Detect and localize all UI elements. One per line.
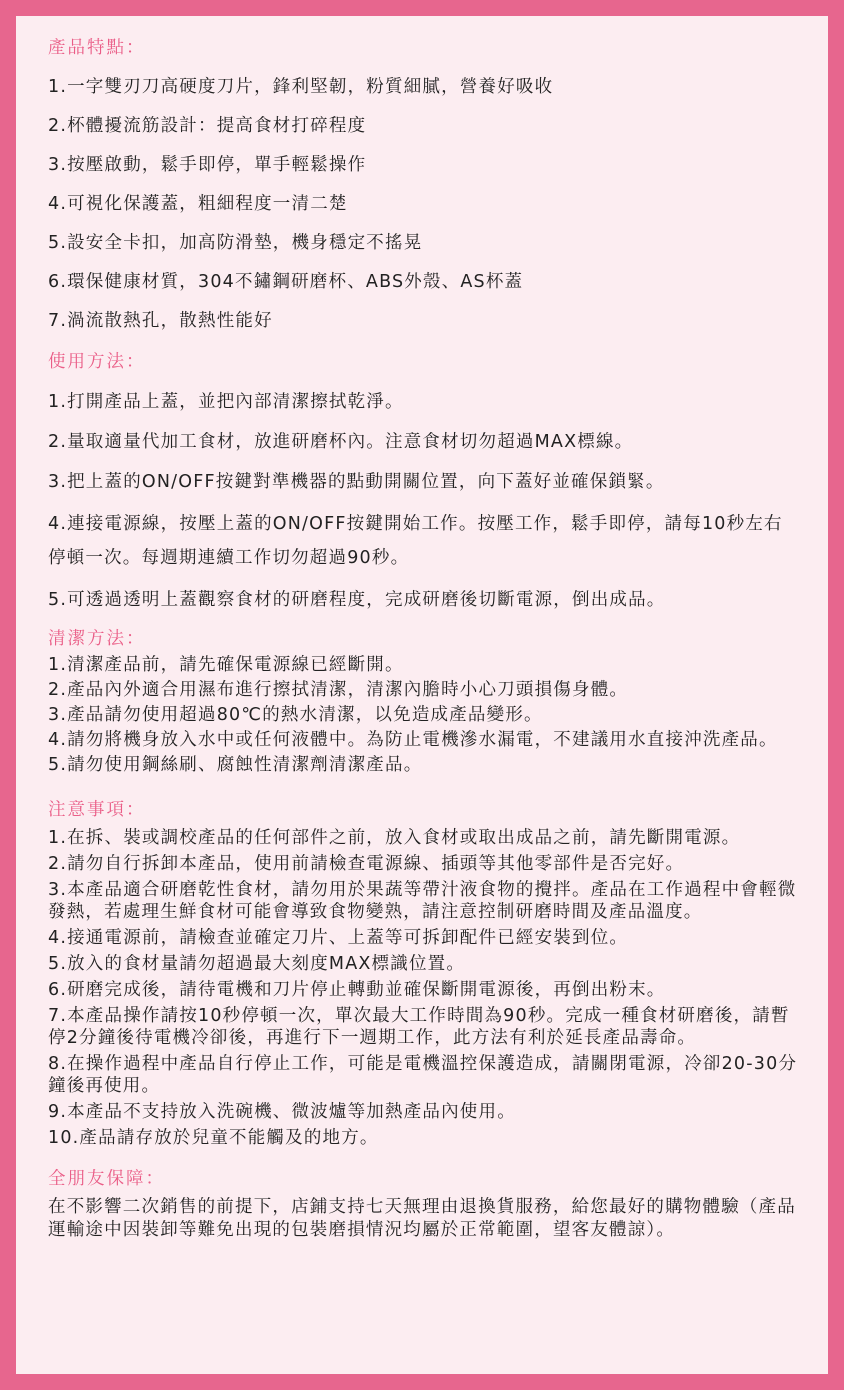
- notes-item: 9.本產品不支持放入洗碗機、微波爐等加熱產品內使用。: [48, 1102, 516, 1122]
- cleaning-item: 4.請勿將機身放入水中或任何液體中。為防止電機滲水漏電，不建議用水直接沖洗產品。: [48, 730, 778, 750]
- guarantee-heading: 全朋友保障：: [48, 1169, 165, 1189]
- usage-section: [48, 348, 798, 615]
- cleaning-heading: 清潔方法：: [48, 629, 146, 649]
- notes-item: 3.本產品適合研磨乾性食材，請勿用於果蔬等帶汁液食物的攪拌。產品在工作過程中會輕微發熱，若處理生鮮食材可能會導致食物變熟，請注意控制研磨時間及產品溫度。: [48, 880, 797, 922]
- notes-item: 5.放入的食材量請勿超過最大刻度MAX標識位置。: [48, 954, 466, 974]
- features-item: 1.一字雙刃刀高硬度刀片，鋒利堅韌，粉質細膩，營養好吸收: [48, 77, 554, 97]
- features-item: 2.杯體擾流筋設計：提高食材打碎程度: [48, 116, 367, 136]
- features-item: 3.按壓啟動，鬆手即停，單手輕鬆操作: [48, 155, 367, 175]
- features-section: [48, 34, 798, 333]
- cleaning-item: 2.產品內外適合用濕布進行擦拭清潔，清潔內膽時小心刀頭損傷身體。: [48, 680, 629, 700]
- features-item: 6.環保健康材質，304不鏽鋼研磨杯、ABS外殼、AS杯蓋: [48, 272, 524, 292]
- notes-item: 2.請勿自行拆卸本產品，使用前請檢查電源線、插頭等其他零部件是否完好。: [48, 854, 685, 874]
- features-item: 5.設安全卡扣，加高防滑墊，機身穩定不搖晃: [48, 233, 423, 253]
- notes-item: 10.產品請存放於兒童不能觸及的地方。: [48, 1128, 379, 1148]
- guarantee-text: 在不影響二次銷售的前提下，店鋪支持七天無理由退換貨服務，給您最好的購物體驗（產品運輸途中因裝卸等難免出現的包裝磨損情況均屬於正常範圍，望客友體諒）。: [48, 1197, 796, 1240]
- notes-item: 4.接通電源前，請檢查並確定刀片、上蓋等可拆卸配件已經安裝到位。: [48, 928, 629, 948]
- features-item: 4.可視化保護蓋，粗細程度一清二楚: [48, 194, 348, 214]
- features-heading: 產品特點：: [48, 38, 146, 58]
- usage-item: 2.量取適量代加工食材，放進研磨杯內。注意食材切勿超過MAX標線。: [48, 432, 634, 452]
- notes-item: 6.研磨完成後，請待電機和刀片停止轉動並確保斷開電源後，再倒出粉末。: [48, 980, 666, 1000]
- cleaning-item: 3.產品請勿使用超過80℃的熱水清潔，以免造成產品變形。: [48, 705, 543, 725]
- features-item: 7.渦流散熱孔，散熱性能好: [48, 311, 273, 331]
- notes-item: 8.在操作過程中產品自行停止工作，可能是電機溫控保護造成，請關閉電源，冷卻20-30分鐘後再使用。: [48, 1054, 798, 1096]
- cleaning-item: 1.清潔產品前，請先確保電源線已經斷開。: [48, 655, 404, 675]
- usage-item: 4.連接電源線，按壓上蓋的ON/OFF按鍵開始工作。按壓工作，鬆手即停，請每10秒左右停頓一次。每週期連續工作切勿超過90秒。: [48, 514, 783, 568]
- notes-section: [48, 796, 798, 1149]
- notes-heading: 注意事項：: [48, 800, 146, 820]
- usage-item: 1.打開產品上蓋，並把內部清潔擦拭乾淨。: [48, 392, 404, 412]
- notes-item: 7.本產品操作請按10秒停頓一次，單次最大工作時間為90秒。完成一種食材研磨後，請暫停2分鐘後待電機冷卻後，再進行下一週期工作，此方法有利於延長產品壽命。: [48, 1006, 790, 1048]
- usage-item: 5.可透過透明上蓋觀察食材的研磨程度，完成研磨後切斷電源，倒出成品。: [48, 590, 666, 610]
- usage-heading: 使用方法：: [48, 352, 146, 372]
- cleaning-section: [48, 625, 798, 776]
- cleaning-item: 5.請勿使用鋼絲刷、腐蝕性清潔劑清潔產品。: [48, 755, 423, 775]
- guarantee-section: [48, 1165, 798, 1242]
- info-panel: [16, 16, 828, 1374]
- notes-item: 1.在拆、裝或調校產品的任何部件之前，放入食材或取出成品之前，請先斷開電源。: [48, 828, 741, 848]
- usage-item: 3.把上蓋的ON/OFF按鍵對準機器的點動開關位置，向下蓋好並確保鎖緊。: [48, 472, 665, 492]
